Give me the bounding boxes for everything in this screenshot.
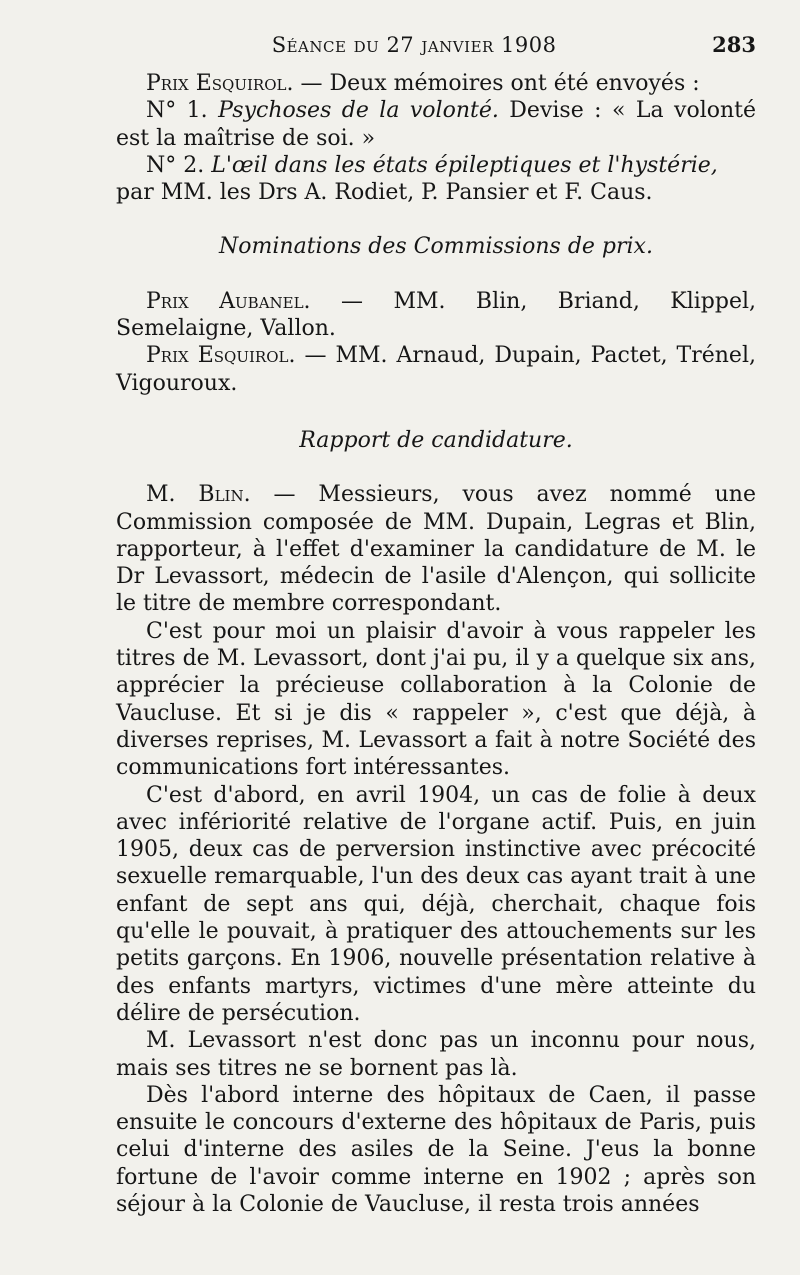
memoire-2-authors: par MM. les Drs A. Rodiet, P. Pansier et F. Caus. bbox=[116, 180, 653, 206]
memoire-2-number: N° 2. bbox=[146, 152, 212, 178]
nomination-aubanel-label: Prix Aubanel. bbox=[146, 288, 311, 314]
prize-label: Prix Esquirol. bbox=[146, 71, 294, 96]
nomination-esquirol bbox=[116, 342, 756, 397]
rapport-paragraph-3: C'est d'abord, en avril 1904, un cas de folie à deux avec infériorité relative de l'organe actif. Puis, en juin 1905, deux cas de perversion instinctive avec précocité sexuelle remarquable, l'un des deux cas ayant trait à une enfant de sept ans qui, déjà, cherchait, chaque fois qu'elle le pouvait, à pratiquer des attouchements sur les petits garçons. En 1906, nouvelle présentation relative à des enfants martyrs, victimes d'une mère atteinte du délire de persécution. bbox=[116, 782, 756, 1026]
section-title-rapport: Rapport de candidature. bbox=[299, 427, 573, 453]
rapport-paragraph-4: M. Levassort n'est donc pas un inconnu pour nous, mais ses titres ne se bornent pas là. bbox=[116, 1028, 756, 1081]
nomination-aubanel bbox=[116, 288, 756, 343]
memoire-1-title: Psychoses de la volonté. bbox=[218, 98, 499, 124]
memoire-2 bbox=[116, 152, 756, 179]
memoire-2-title: L'œil dans les états épileptiques et l'hystérie, bbox=[211, 152, 718, 178]
page-body bbox=[116, 70, 756, 1218]
rapport-paragraph-5: Dès l'abord interne des hôpitaux de Caen, il passe ensuite le concours d'externe des hôpitaux de Paris, puis celui d'interne des asiles de la Seine. J'eus la bonne fortune de l'avoir comme interne en 1902 ; après son séjour à la Colonie de Vaucluse, il resta trois années bbox=[116, 1082, 756, 1217]
memoire-1-number: N° 1. bbox=[146, 98, 219, 124]
running-header bbox=[116, 32, 756, 70]
section-title-nominations: Nominations des Commissions de prix. bbox=[219, 234, 653, 260]
prix-esquirol-memoires bbox=[116, 70, 756, 97]
memoire-1 bbox=[116, 97, 756, 152]
running-title: Séance du 27 janvier 1908 bbox=[271, 33, 557, 57]
page-number: 283 bbox=[712, 32, 756, 57]
prize-text: — Deux mémoires ont été envoyés : bbox=[293, 71, 700, 96]
memoire-1-devise: Devise : « La volonté est la maîtrise de soi. » bbox=[116, 98, 757, 151]
rapport-paragraph-1-text: — Messieurs, vous avez nommé une Commission composée de MM. Dupain, Legras et Blin, rapporteur, à l'effet d'examiner la candidature de M. le Dr Levassort, médecin de l'asile d'Alençon, qui sollicite le titre de membre correspondant. bbox=[116, 482, 756, 617]
rapport-paragraph-1 bbox=[116, 481, 756, 617]
rapport-paragraph-2: C'est pour moi un plaisir d'avoir à vous rappeler les titres de M. Levassort, dont j'ai pu, il y a quelque six ans, apprécier la précieuse collaboration à la Colonie de Vaucluse. Et si je dis « rappeler », c'est que déjà, à diverses reprises, M. Levassort a fait à notre Société des communications fort intéressantes. bbox=[116, 618, 756, 781]
nomination-esquirol-members: — MM. Arnaud, Dupain, Pactet, Trénel, Vigouroux. bbox=[116, 343, 756, 396]
nomination-aubanel-members: — MM. Blin, Briand, Klippel, Semelaigne, Vallon. bbox=[116, 288, 757, 342]
speaker-name: M. Blin. bbox=[146, 482, 251, 508]
nomination-esquirol-label: Prix Esquirol. bbox=[146, 343, 296, 369]
